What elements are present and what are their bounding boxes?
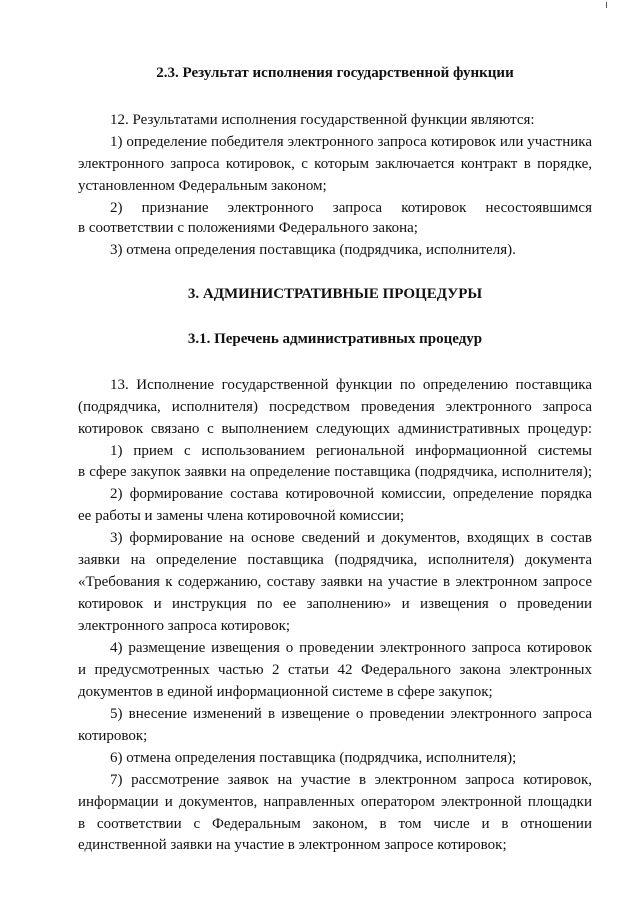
paragraph-line: 7) рассмотрение заявок на участие в электронном запроса котировок,: [110, 772, 592, 788]
paragraph-line: 5) внесение изменений в извещение о проведении электронного запроса: [110, 706, 592, 722]
paragraph-line: в сфере закупок заявки на определение поставщика (подрядчика, исполнителя);: [78, 464, 592, 480]
paragraph-line: котировок связано с выполнением следующих административных процедур:: [78, 421, 592, 437]
section-heading-3-1: 3.1. Перечень административных процедур: [187, 331, 483, 347]
paragraph-line: 1) определение победителя электронного запроса котировок или участника: [110, 134, 592, 150]
paragraph-line: 12. Результатами исполнения государственной функции являются:: [110, 112, 535, 128]
paragraph-line: 1) прием с использованием региональной информационной системы: [110, 443, 592, 459]
paragraph-line: 6) отмена определения поставщика (подрядчика, исполнителя);: [110, 750, 517, 766]
paragraph-line: (подрядчика, исполнителя) посредством проведения электронного запроса: [78, 399, 592, 415]
section-heading-2-3: 2.3. Результат исполнения государственной функции: [156, 65, 514, 81]
paragraph-line: единственной заявки на участие в электронном запросе котировок;: [78, 837, 507, 853]
paragraph-line: котировок и инструкция по ее заполнению» и извещения о проведении: [78, 596, 592, 612]
paragraph-line: в соответствии с Федеральным законом, в том числе и в отношении: [78, 816, 592, 832]
paragraph-line: 3) формирование на основе сведений и документов, входящих в состав: [110, 530, 592, 546]
paragraph-line: 4) размещение извещения о проведении электронного запроса котировок: [110, 640, 592, 656]
paragraph-line: и предусмотренных частью 2 статьи 42 Федерального закона электронных: [78, 662, 592, 678]
paragraph-line: электронного запроса котировок, с которым заключается контракт в порядке,: [78, 156, 592, 172]
paragraph-line: документов в единой информационной системе в сфере закупок;: [78, 684, 493, 700]
paragraph-line: установленном Федеральным законом;: [78, 178, 327, 194]
paragraph-line: «Требования к содержанию, составу заявки на участие в электронном запросе: [78, 574, 592, 590]
section-heading-3: 3. АДМИНИСТРАТИВНЫЕ ПРОЦЕДУРЫ: [187, 286, 483, 302]
paragraph-line: 2) признание электронного запроса котировок несостоявшимся: [110, 200, 592, 216]
paragraph-line: электронного запроса котировок;: [78, 618, 291, 634]
paragraph-line: котировок;: [78, 728, 148, 744]
paragraph-line: 3) отмена определения поставщика (подрядчика, исполнителя).: [110, 242, 516, 258]
paragraph-line: ее работы и замены члена котировочной комиссии;: [78, 508, 405, 524]
scan-mark: [606, 2, 607, 8]
paragraph-line: 2) формирование состава котировочной комиссии, определение порядка: [110, 486, 592, 502]
paragraph-line: в соответствии с положениями Федерального закона;: [78, 220, 418, 236]
paragraph-line: заявки на определение поставщика (подрядчика, исполнителя) документа: [78, 552, 592, 568]
paragraph-line: информации и документов, направленных оператором электронной площадки: [78, 794, 592, 810]
paragraph-line: 13. Исполнение государственной функции по определению поставщика: [110, 377, 592, 393]
